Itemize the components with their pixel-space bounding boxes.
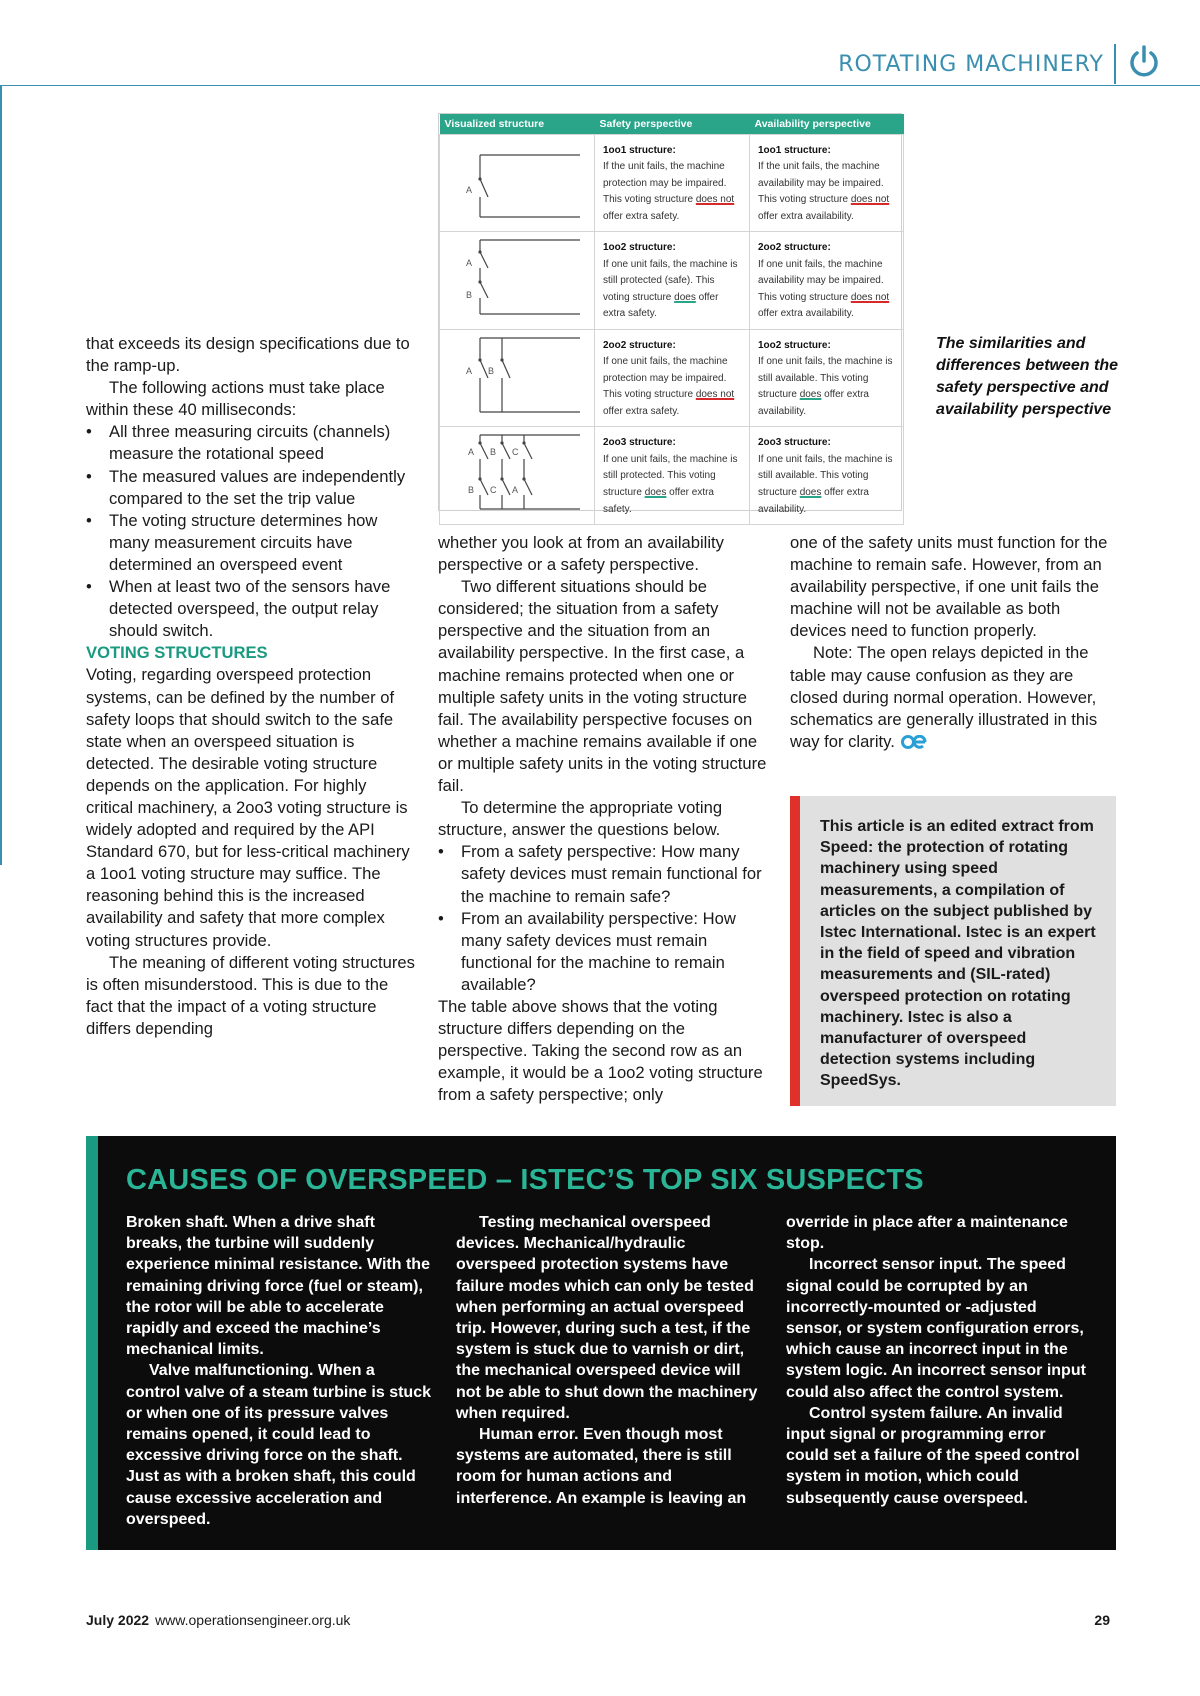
cell-title: 2oo3 structure: (758, 437, 831, 449)
table-header: Availability perspective (750, 114, 904, 134)
list-item: • The measured values are independently compared to the set the trip value (86, 466, 416, 510)
col2-paragraph-4: The table above shows that the voting structure differs depending on the perspective. Taking the second row as an example, it would be a 1oo2 voting structure from a safety perspective; only (438, 996, 763, 1105)
table-row (440, 134, 904, 232)
col2-paragraph-1: whether you look at from an availability perspective or a safety perspective. (438, 533, 724, 575)
box-paragraph: Testing mechanical overspeed devices. Mechanical/hydraulic overspeed protection systems have failure modes which can only be tested when performing an actual overspeed trip. However, during such a test, if the system is stuck due to varnish or dirt, the mechanical overspeed device will not be able to shut down the machinery when required. (456, 1214, 758, 1422)
cell-title: 1oo2 structure: (758, 339, 831, 351)
cell-text: If one unit fails, the machine availability may be impaired. This voting structure does not offer extra availability. (758, 258, 890, 320)
col3-paragraph-2-text: Note: The open relays depicted in the table may cause confusion as they are closed during normal operation. However, schematics are generally illustrated in this way for clarity. (790, 643, 1098, 751)
col3-paragraph-1: one of the safety units must function for the machine to remain safe. However, from an availability perspective, if one unit fails the machine will not be available as both devices need to function properly. (790, 533, 1108, 641)
relay-diagram-1oo1 (440, 135, 590, 225)
article-source-box (790, 796, 1116, 1106)
list-item: • From an availability perspective: How many safety devices must remain functional for the machine to remain available? (438, 908, 768, 996)
diagram-label: B (468, 485, 475, 496)
cell-text: If one unit fails, the machine is still available. This voting structure does offer extra availability. (758, 356, 893, 418)
diagram-label: A (468, 447, 475, 458)
cell-title: 2oo2 structure: (603, 339, 676, 351)
cell-text: If one unit fails, the machine protection may be impaired. This voting structure does not offer extra safety. (603, 356, 735, 418)
col1-bullet-list (86, 421, 416, 642)
cell-text: If one unit fails, the machine is still protected. This voting structure does offer extra safety. (603, 453, 738, 515)
table-row (440, 232, 904, 330)
list-item: • All three measuring circuits (channels) measure the rotational speed (86, 421, 416, 465)
list-item: • From a safety perspective: How many safety devices must remain functional for the machine to remain safe? (438, 841, 768, 907)
column-3 (790, 532, 1120, 753)
box-paragraph: Incorrect sensor input. The speed signal could be corrupted by an incorrectly-mounted or -adjusted sensor, or system configuration errors, which cause an incorrect input in the system logic. An incorrect sensor input could also affect the control system. (786, 1256, 1086, 1401)
list-item: • The voting structure determines how many measurement circuits have determined an overspeed event (86, 510, 416, 576)
box-paragraph: Valve malfunctioning. When a control valve of a steam turbine is stuck or when one of its pressure valves remains opened, it could lead to excessive driving force on the shaft. Just as with a broken shaft, this could cause excessive acceleration and overspeed. (126, 1362, 431, 1528)
diagram-label: C (512, 447, 519, 458)
cell-keyword: does not (695, 194, 735, 206)
table-cell (595, 329, 750, 427)
table-row (440, 427, 904, 525)
header-divider (1114, 44, 1116, 84)
section-label: ROTATING MACHINERY (838, 52, 1104, 77)
diagram-label: A (466, 184, 473, 195)
cell-title: 2oo2 structure: (758, 242, 831, 254)
page-number: 29 (1094, 1612, 1110, 1628)
diagram-cell (440, 232, 595, 330)
subheading-voting-structures: VOTING STRUCTURES (86, 643, 268, 663)
diagram-cell (440, 427, 595, 525)
footer-url[interactable]: www.operationsengineer.org.uk (155, 1612, 351, 1628)
diagram-label: A (466, 258, 473, 269)
voting-structure-table (438, 113, 902, 515)
page-edge-rule (0, 85, 2, 865)
table-cell (595, 232, 750, 330)
col1-paragraph-1: that exceeds its design specifications due to the ramp-up. (86, 334, 410, 376)
table-header: Visualized structure (440, 114, 595, 134)
list-item: • When at least two of the sensors have detected overspeed, the output relay should switch. (86, 576, 416, 642)
table-cell (595, 427, 750, 525)
diagram-label: B (488, 365, 495, 376)
cell-keyword: does (644, 487, 667, 499)
cell-title: 2oo3 structure: (603, 437, 676, 449)
table-cell (750, 232, 904, 330)
table-cell (595, 134, 750, 232)
box-column-1 (126, 1212, 431, 1530)
header-rule (0, 85, 1200, 86)
col1-paragraph-2: The following actions must take place within these 40 milliseconds: (86, 378, 385, 420)
box-title: CAUSES OF OVERSPEED – ISTEC’S TOP SIX SUSPECTS (126, 1164, 924, 1196)
box-paragraph: Broken shaft. When a drive shaft breaks, the turbine will suddenly experience minimal resistance. With the remaining driving force (fuel or steam), the rotor will be able to accelerate rapidly and exceed the machine’s mechanical limits. (126, 1214, 430, 1359)
diagram-label: B (466, 290, 473, 301)
table-header: Safety perspective (595, 114, 750, 134)
relay-diagram-2oo3 (440, 427, 590, 517)
box-paragraph: Human error. Even though most systems are automated, there is still room for human actions and interference. An example is leaving an (456, 1426, 747, 1507)
footer-date: July 2022 (86, 1612, 150, 1628)
overspeed-causes-box (86, 1136, 1116, 1550)
diagram-label: A (512, 485, 519, 496)
cell-title: 1oo1 structure: (758, 144, 831, 156)
relay-diagram-1oo2 (440, 232, 590, 322)
figure-caption: The similarities and differences between the safety perspective and availability perspective (936, 335, 1118, 418)
diagram-label: B (490, 447, 497, 458)
col2-paragraph-3: To determine the appropriate voting structure, answer the questions below. (438, 798, 723, 840)
cell-text: If the unit fails, the machine availability may be impaired. This voting structure does not offer extra availability. (758, 161, 890, 222)
article-source-text: This article is an edited extract from Speed: the protection of rotating machinery using speed measurements, a compilation of articles on the subject published by Istec International. Istec is an expert in the field of speed and vibration measurements and (SIL-rated) overspeed protection on rotating machinery. Istec is also a manufacturer of overspeed detection systems including SpeedSys. (820, 818, 1096, 1090)
cell-title: 1oo2 structure: (603, 242, 676, 254)
column-1 (86, 333, 416, 1040)
footer (86, 1612, 350, 1628)
diagram-cell (440, 329, 595, 427)
box-paragraph: override in place after a maintenance stop. (786, 1214, 1068, 1253)
diagram-cell (440, 134, 595, 232)
table-cell (750, 134, 904, 232)
table-cell (750, 427, 904, 525)
cell-text: If one unit fails, the machine is still protected (safe). This voting structure does offer extra safety. (603, 258, 738, 320)
accent-bar (86, 1136, 98, 1550)
box-paragraph: Control system failure. An invalid input signal or programming error could set a failure of the speed control system in motion, which could subsequently cause overspeed. (786, 1404, 1080, 1507)
cell-text: If the unit fails, the machine protection may be impaired. This voting structure does not offer extra safety. (603, 161, 735, 222)
col2-bullet-list (438, 841, 768, 996)
oe-logo-icon (901, 735, 927, 749)
box-column-2 (456, 1212, 761, 1509)
col2-paragraph-2: Two different situations should be considered; the situation from a safety perspective and the situation from an availability perspective. In the first case, a machine remains protected when one or multiple safety units in the voting structure fail. The availability perspective focuses on whether a machine remains available if one or multiple safety units in the voting structure fail. (438, 577, 767, 796)
col1-paragraph-3: Voting, regarding overspeed protection systems, can be defined by the number of safety loops that should switch to the safe state when an overspeed situation is detected. The desirable voting structure depends on the application. For highly critical machinery, a 2oo3 voting structure is widely adopted and required by the API Standard 670, but for less-critical machinery a 1oo1 voting structure may suffice. The reasoning behind this is the increased availability and safety that more complex voting structures provide. (86, 665, 410, 950)
table-row (440, 329, 904, 427)
cell-keyword: does not (850, 194, 890, 206)
diagram-label: A (466, 365, 473, 376)
cell-title: 1oo1 structure: (603, 144, 676, 156)
col1-paragraph-4: The meaning of different voting structures is often misunderstood. This is due to the fact that the impact of a voting structure differs depending (86, 952, 415, 1038)
cell-keyword: does (799, 389, 822, 401)
col3-paragraph-2 (790, 642, 1120, 752)
table-cell (750, 329, 904, 427)
cell-text: If one unit fails, the machine is still available. This voting structure does offer extra availability. (758, 453, 893, 515)
cell-keyword: does (674, 291, 696, 303)
cell-keyword: does (799, 487, 822, 499)
cell-keyword: does not (695, 389, 735, 401)
accent-bar (790, 796, 800, 1106)
box-column-3 (786, 1212, 1091, 1509)
relay-diagram-2oo2 (440, 330, 590, 420)
power-icon (1126, 44, 1162, 80)
diagram-label: C (490, 485, 497, 496)
cell-keyword: does not (850, 291, 890, 303)
column-2 (438, 532, 768, 1106)
